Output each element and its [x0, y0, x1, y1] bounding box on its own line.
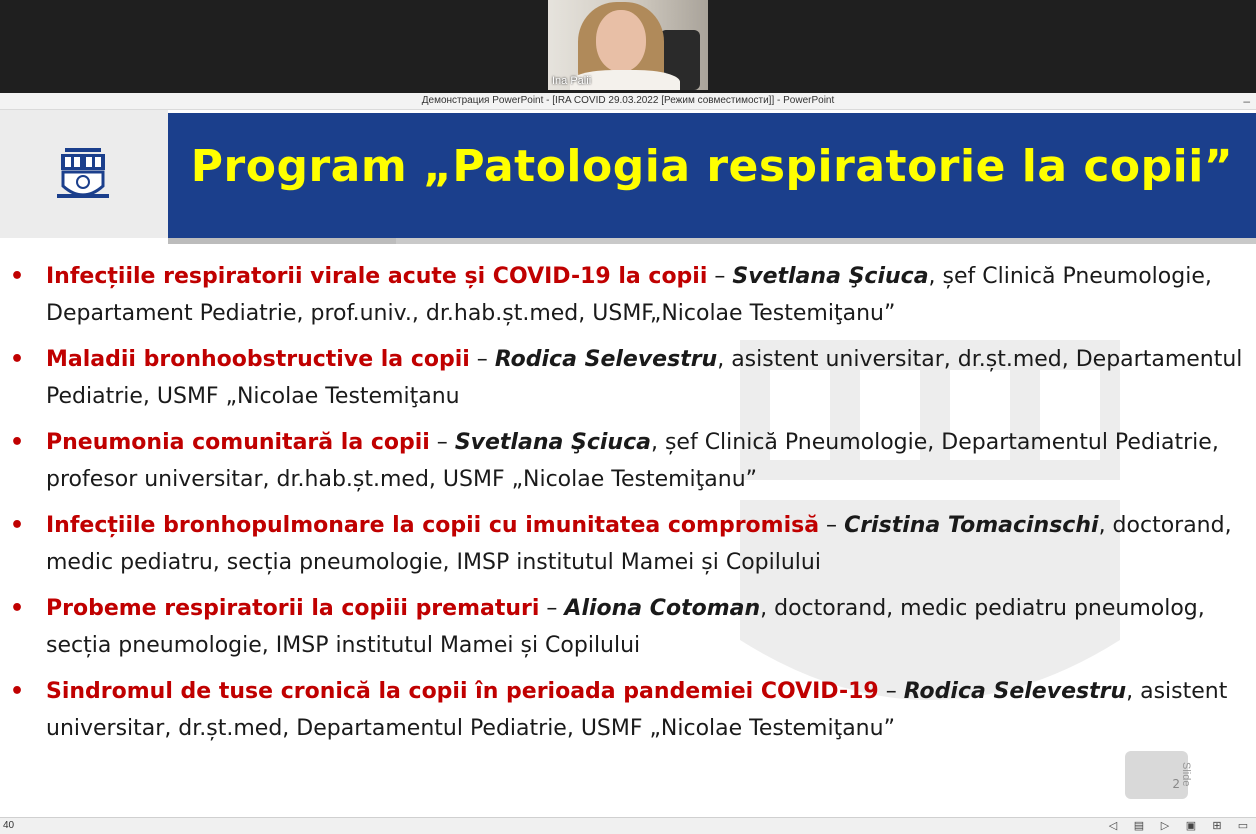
author-details: , asistent universitar, dr.șt.med, Departamentul Pediatrie, USMF „Nicolae Testemiţanu: [46, 347, 1243, 409]
bullet: •: [10, 513, 25, 538]
participant-video-tile[interactable]: [548, 0, 708, 90]
slide-title-bar: [168, 113, 1256, 244]
separator: –: [707, 264, 733, 289]
topic: Probeme respiratorii la copiii prematuri: [46, 596, 540, 621]
video-strip: [0, 0, 1256, 93]
slide-tab-label: Slide: [1180, 762, 1192, 787]
list-item: [10, 507, 1250, 581]
status-bar: [0, 817, 1256, 834]
separator: –: [539, 596, 565, 621]
slide-number: 2: [1172, 777, 1180, 791]
video-face: [596, 10, 646, 72]
list-item: [10, 673, 1250, 747]
author-details: , șef Clinică Pneumologie, Departament Pediatrie, prof.univ., dr.hab.șt.med, USMF„Nicolae Testemiţanu”: [46, 264, 1212, 326]
reading-view-icon[interactable]: ▭: [1237, 820, 1249, 832]
topic: Infecțiile bronhopulmonare la copii cu imunitatea compromisă: [46, 513, 820, 538]
title-shadow: [396, 238, 1256, 244]
status-left-text: 40: [3, 820, 15, 831]
list-item: [10, 590, 1250, 664]
window-title: Демонстрация PowerPoint - [IRA COVID 29.03.2022 [Режим совместимости]] - PowerPoint: [421, 95, 835, 106]
notes-icon[interactable]: ▤: [1133, 820, 1145, 832]
author-details: , doctorand, medic pediatru, secția pneumologie, IMSP institutul Mamei și Copilului: [46, 513, 1232, 575]
slide-sorter-icon[interactable]: ⊞: [1212, 820, 1222, 832]
author: Rodica Selevestru: [903, 679, 1127, 704]
prev-slide-icon[interactable]: ◁: [1108, 820, 1118, 832]
bullet: •: [10, 596, 25, 621]
author: Svetlana Şciuca: [732, 264, 929, 289]
topic: Infecțiile respiratorii virale acute și COVID-19 la copii: [46, 264, 708, 289]
bullet: •: [10, 430, 25, 455]
minimize-button[interactable]: –: [1243, 94, 1250, 108]
slide-title: Program „Patologia respiratorie la copii”: [190, 141, 1234, 192]
slide-canvas: [0, 110, 1256, 817]
participant-name: Ina Palii: [552, 75, 592, 87]
author: Rodica Selevestru: [494, 347, 718, 372]
powerpoint-titlebar: [0, 93, 1256, 110]
author-details: , doctorand, medic pediatru pneumolog, secția pneumologie, IMSP institutul Mamei și Copilului: [46, 596, 1205, 658]
separator: –: [429, 430, 455, 455]
separator: –: [469, 347, 495, 372]
bullet: •: [10, 347, 25, 372]
bullet: •: [10, 679, 25, 704]
list-item: [10, 424, 1250, 498]
status-icons: [1106, 819, 1250, 832]
author: Cristina Tomacinschi: [844, 513, 1099, 538]
list-item: [10, 341, 1250, 415]
author: Aliona Cotoman: [564, 596, 761, 621]
university-crest-icon: [53, 146, 113, 204]
author-details: , șef Clinică Pneumologie, Departamentul Pediatrie, profesor universitar, dr.hab.șt.med, USMF „Nicolae Testemiţanu”: [46, 430, 1219, 492]
separator: –: [878, 679, 904, 704]
separator: –: [819, 513, 845, 538]
university-logo-box: [0, 110, 168, 238]
slide-number-box: [1125, 751, 1188, 799]
author: Svetlana Şciuca: [454, 430, 651, 455]
list-item: [10, 258, 1250, 332]
bullet: •: [10, 264, 25, 289]
next-slide-icon[interactable]: ▷: [1160, 820, 1170, 832]
topic: Pneumonia comunitară la copii: [46, 430, 430, 455]
program-list: [10, 258, 1250, 756]
topic: Maladii bronhoobstructive la copii: [46, 347, 470, 372]
topic: Sindromul de tuse cronică la copii în perioada pandemiei COVID-19: [46, 679, 879, 704]
author-details: , asistent universitar, dr.șt.med, Departamentul Pediatrie, USMF „Nicolae Testemiţanu”: [46, 679, 1228, 741]
normal-view-icon[interactable]: ▣: [1185, 820, 1197, 832]
